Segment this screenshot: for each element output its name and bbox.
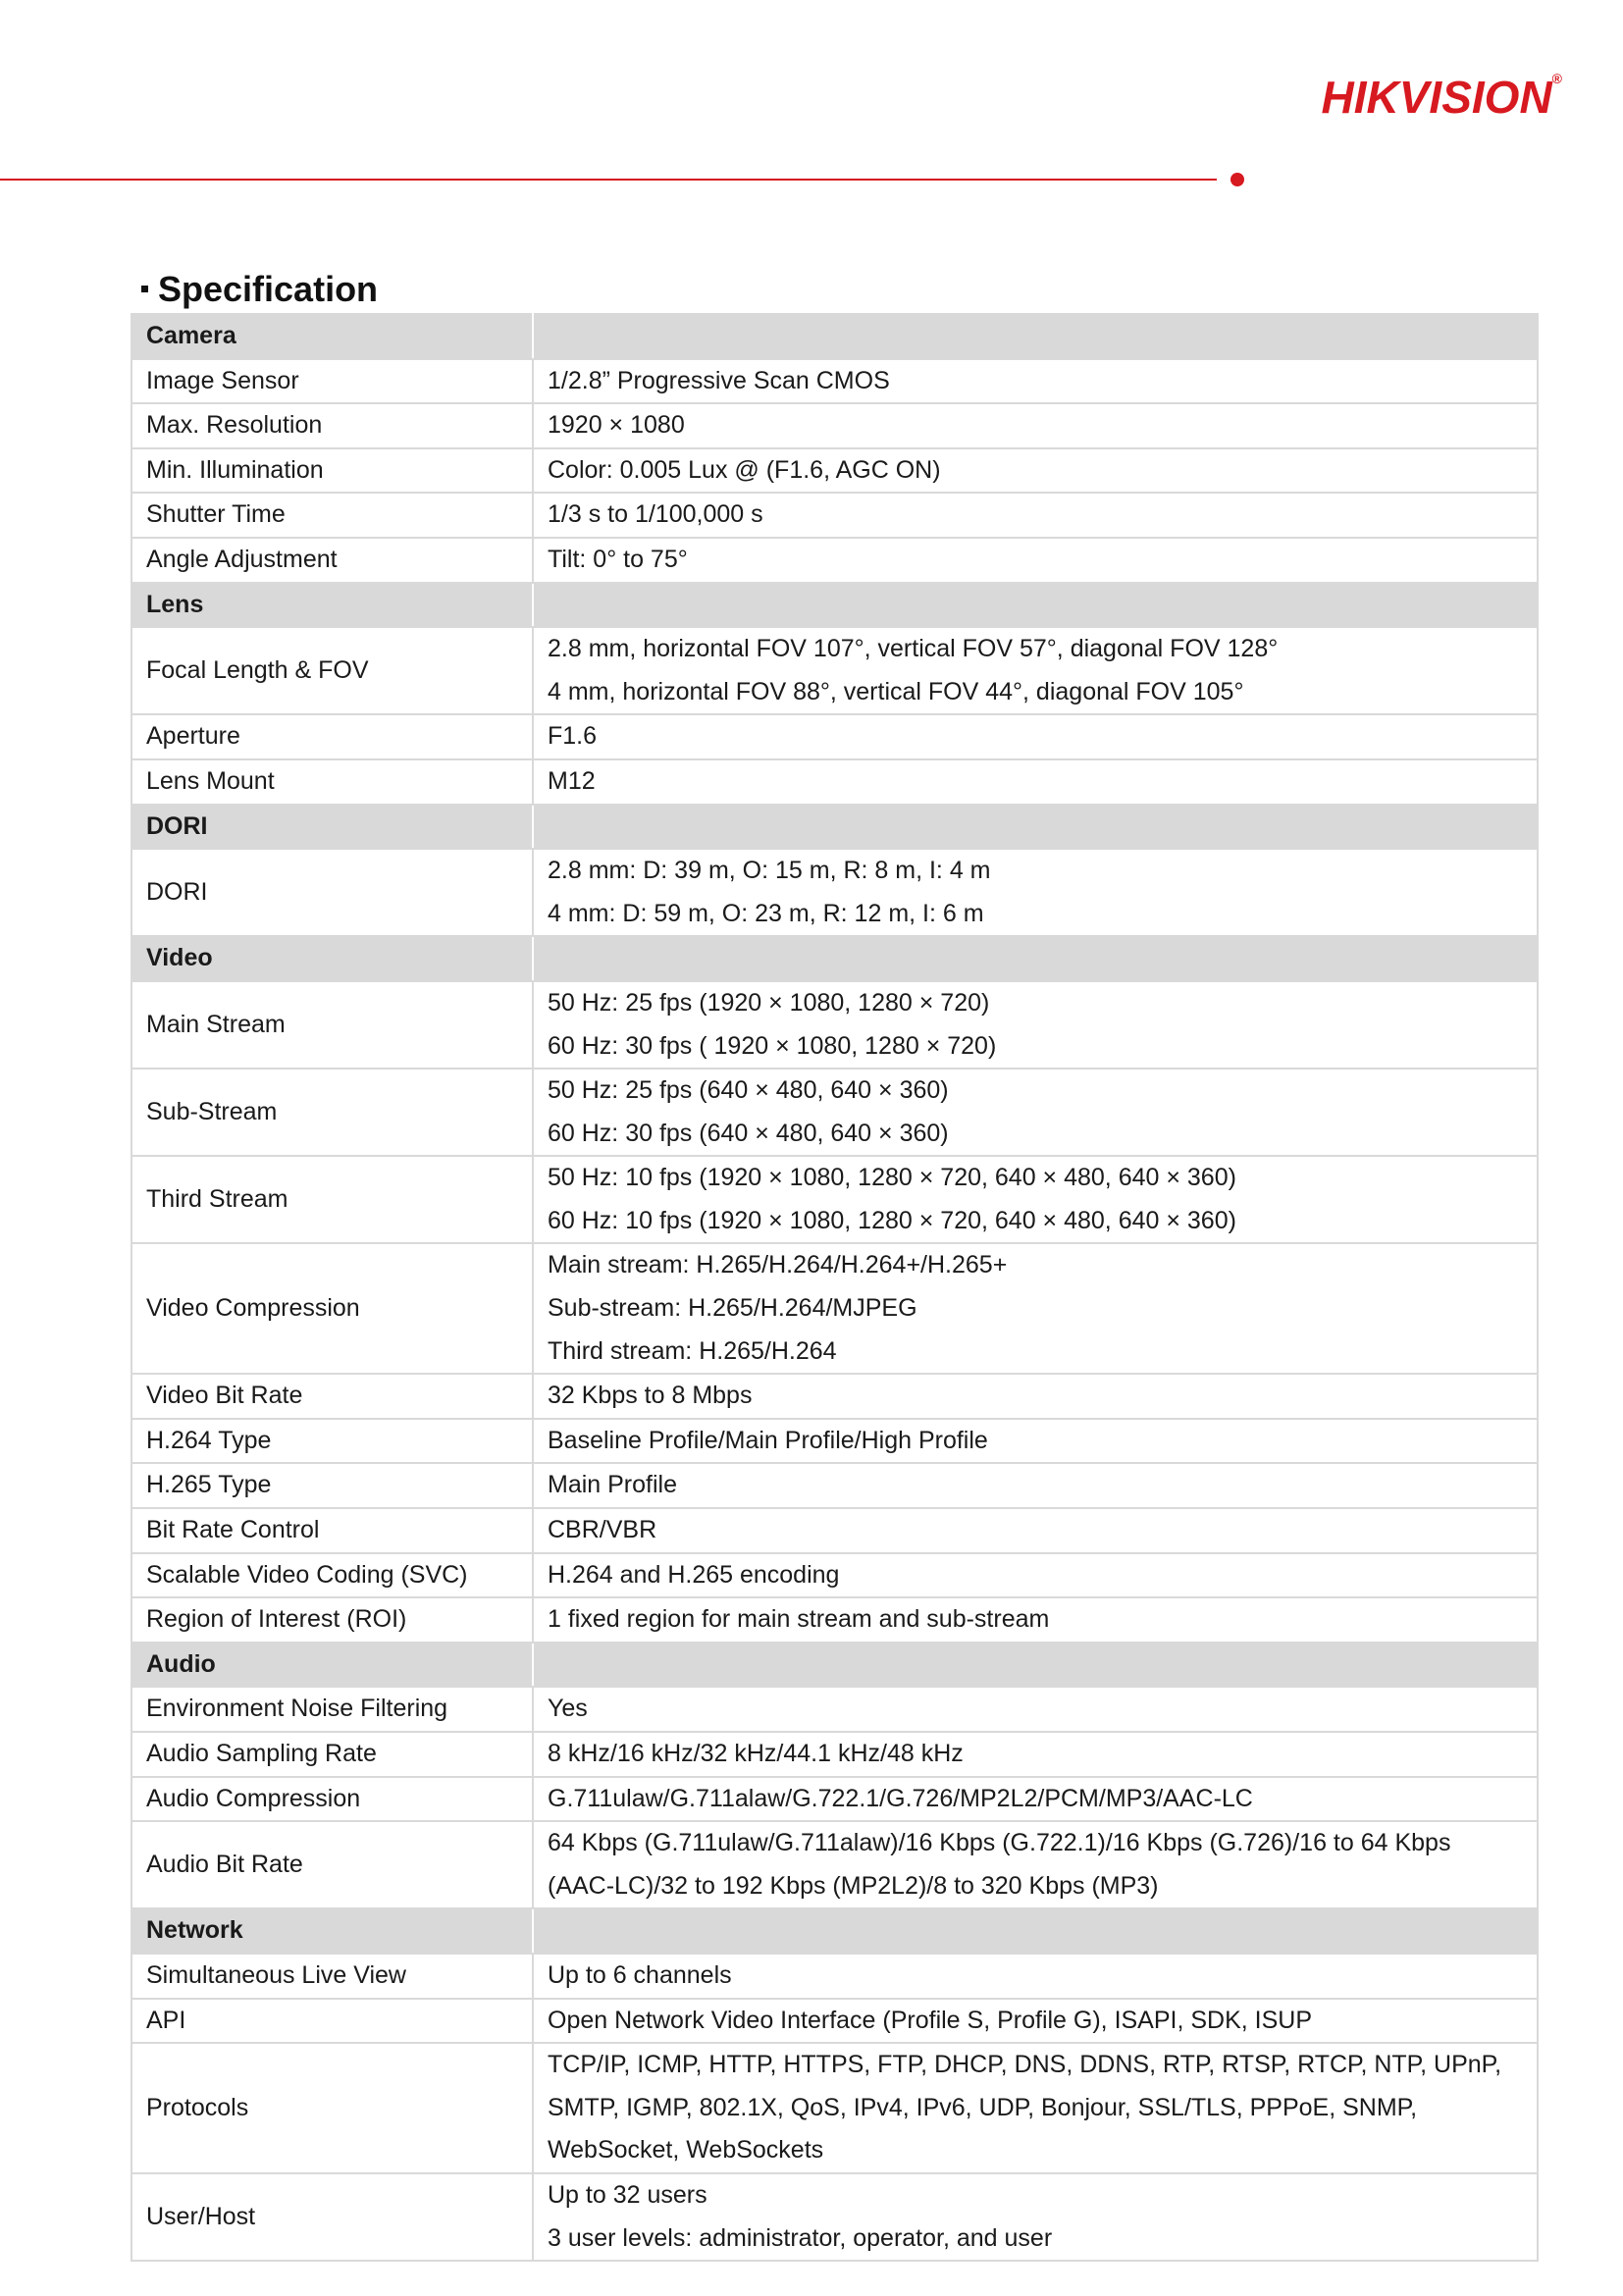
group-title: Audio <box>131 1643 533 1688</box>
group-header-fill <box>533 583 1538 628</box>
table-row <box>131 1508 1538 1553</box>
spec-value-line: Up to 6 channels <box>548 1960 732 1989</box>
spec-label: Video Compression <box>131 1243 533 1374</box>
hikvision-logo <box>1322 71 1562 124</box>
spec-value-line: CBR/VBR <box>548 1516 657 1544</box>
spec-value <box>533 1732 1538 1777</box>
spec-label: Video Bit Rate <box>131 1374 533 1419</box>
spec-value-line: 2.8 mm, horizontal FOV 107°, vertical FOV 57°, diagonal FOV 128° <box>548 635 1279 663</box>
spec-value <box>533 359 1538 404</box>
spec-value-line: SMTP, IGMP, 802.1X, QoS, IPv4, IPv6, UDP, Bonjour, SSL/TLS, PPPoE, SNMP, <box>548 2093 1418 2121</box>
table-row <box>131 493 1538 538</box>
spec-label: Sub-Stream <box>131 1069 533 1156</box>
spec-value <box>533 1156 1538 1243</box>
table-row <box>131 1553 1538 1598</box>
group-header-fill <box>533 1643 1538 1688</box>
spec-label: Third Stream <box>131 1156 533 1243</box>
bullet-icon <box>141 286 148 292</box>
spec-value <box>533 1999 1538 2044</box>
spec-value <box>533 1243 1538 1374</box>
spec-label: Shutter Time <box>131 493 533 538</box>
spec-value-line: Third stream: H.265/H.264 <box>548 1336 837 1365</box>
spec-value <box>533 2173 1538 2261</box>
spec-value <box>533 1777 1538 1822</box>
spec-label: Simultaneous Live View <box>131 1954 533 1999</box>
table-row <box>131 1156 1538 1243</box>
spec-label: Scalable Video Coding (SVC) <box>131 1553 533 1598</box>
section-title <box>141 269 378 310</box>
spec-value-line: TCP/IP, ICMP, HTTP, HTTPS, FTP, DHCP, DNS, DDNS, RTP, RTSP, RTCP, NTP, UPnP, <box>548 2051 1502 2079</box>
spec-label: Main Stream <box>131 981 533 1069</box>
table-row <box>131 2173 1538 2261</box>
table-row <box>131 403 1538 448</box>
table-row <box>131 1069 1538 1156</box>
spec-value <box>533 1687 1538 1732</box>
spec-value-line: 2.8 mm: D: 39 m, O: 15 m, R: 8 m, I: 4 m <box>548 857 991 885</box>
spec-value <box>533 1374 1538 1419</box>
spec-value-line: M12 <box>548 766 596 795</box>
header-rule <box>0 179 1217 181</box>
spec-value <box>533 448 1538 494</box>
table-row <box>131 448 1538 494</box>
table-row <box>131 1777 1538 1822</box>
spec-value-line: WebSocket, WebSockets <box>548 2136 824 2165</box>
group-header-audio <box>131 1643 1538 1688</box>
spec-value <box>533 627 1538 714</box>
spec-value-line: Yes <box>548 1695 588 1723</box>
table-row <box>131 627 1538 714</box>
spec-value <box>533 1069 1538 1156</box>
spec-value-line: 64 Kbps (G.711ulaw/G.711alaw)/16 Kbps (G.722.1)/16 Kbps (G.726)/16 to 64 Kbps <box>548 1829 1451 1857</box>
table-row <box>131 981 1538 1069</box>
group-header-fill <box>533 805 1538 850</box>
spec-value <box>533 1419 1538 1464</box>
spec-value-line: F1.6 <box>548 722 598 751</box>
spec-value <box>533 849 1538 936</box>
table-row <box>131 359 1538 404</box>
registered-mark: ® <box>1551 71 1562 86</box>
table-row <box>131 2043 1538 2173</box>
spec-value-line: 1/3 s to 1/100,000 s <box>548 500 763 529</box>
group-header-lens <box>131 583 1538 628</box>
spec-value-line: 3 user levels: administrator, operator, and user <box>548 2223 1053 2252</box>
spec-value <box>533 1463 1538 1508</box>
header-rule-dot <box>1230 173 1244 186</box>
spec-table <box>131 313 1539 2262</box>
table-row <box>131 714 1538 759</box>
spec-value-line: 1920 × 1080 <box>548 411 685 440</box>
spec-value-line: (AAC-LC)/32 to 192 Kbps (MP2L2)/8 to 320 Kbps (MP3) <box>548 1871 1159 1900</box>
table-row <box>131 1687 1538 1732</box>
group-title: Network <box>131 1908 533 1954</box>
spec-value <box>533 2043 1538 2173</box>
table-row <box>131 1821 1538 1908</box>
table-row <box>131 538 1538 583</box>
spec-value-line: 8 kHz/16 kHz/32 kHz/44.1 kHz/48 kHz <box>548 1740 964 1767</box>
spec-value <box>533 1954 1538 1999</box>
spec-value-line: H.264 and H.265 encoding <box>548 1560 840 1589</box>
spec-label: API <box>131 1999 533 2044</box>
spec-label: Audio Bit Rate <box>131 1821 533 1908</box>
group-header-fill <box>533 314 1538 359</box>
group-header-camera <box>131 314 1538 359</box>
spec-value-line: Main Profile <box>548 1471 677 1499</box>
logo-text: HIKVISION <box>1321 72 1552 123</box>
spec-value <box>533 1553 1538 1598</box>
table-row <box>131 849 1538 936</box>
spec-value <box>533 1508 1538 1553</box>
spec-value-line: 50 Hz: 25 fps (640 × 480, 640 × 360) <box>548 1076 949 1105</box>
spec-label: DORI <box>131 849 533 936</box>
spec-label: User/Host <box>131 2173 533 2261</box>
spec-value-line: 1/2.8” Progressive Scan CMOS <box>548 366 890 394</box>
spec-value-line: Tilt: 0° to 75° <box>548 545 688 573</box>
group-header-network <box>131 1908 1538 1954</box>
spec-label: Focal Length & FOV <box>131 627 533 714</box>
spec-label: Lens Mount <box>131 759 533 805</box>
group-title: Lens <box>131 583 533 628</box>
spec-label: Image Sensor <box>131 359 533 404</box>
table-row <box>131 759 1538 805</box>
spec-label: Bit Rate Control <box>131 1508 533 1553</box>
group-header-video <box>131 936 1538 981</box>
spec-label: Region of Interest (ROI) <box>131 1597 533 1643</box>
spec-value-line: Sub-stream: H.265/H.264/MJPEG <box>548 1294 917 1323</box>
table-row <box>131 1419 1538 1464</box>
spec-label: H.265 Type <box>131 1463 533 1508</box>
spec-value <box>533 1597 1538 1643</box>
spec-value <box>533 714 1538 759</box>
group-header-fill <box>533 1908 1538 1954</box>
group-title: DORI <box>131 805 533 850</box>
group-header-fill <box>533 936 1538 981</box>
spec-label: Audio Compression <box>131 1777 533 1822</box>
spec-value-line: 60 Hz: 30 fps ( 1920 × 1080, 1280 × 720) <box>548 1031 997 1060</box>
spec-value-line: 1 fixed region for main stream and sub-stream <box>548 1605 1050 1634</box>
spec-label: Environment Noise Filtering <box>131 1687 533 1732</box>
group-title: Camera <box>131 314 533 359</box>
spec-value-line: 4 mm, horizontal FOV 88°, vertical FOV 44°, diagonal FOV 105° <box>548 677 1244 705</box>
spec-value <box>533 493 1538 538</box>
table-row <box>131 1463 1538 1508</box>
spec-value-line: 50 Hz: 10 fps (1920 × 1080, 1280 × 720, 640 × 480, 640 × 360) <box>548 1164 1236 1192</box>
spec-value <box>533 981 1538 1069</box>
table-row <box>131 1374 1538 1419</box>
spec-value <box>533 759 1538 805</box>
table-row <box>131 1732 1538 1777</box>
spec-table-body <box>131 314 1538 2261</box>
spec-value-line: 32 Kbps to 8 Mbps <box>548 1382 753 1410</box>
table-row <box>131 1597 1538 1643</box>
section-title-text: Specification <box>158 269 379 309</box>
spec-label: Audio Sampling Rate <box>131 1732 533 1777</box>
group-header-dori <box>131 805 1538 850</box>
spec-value-line: 50 Hz: 25 fps (1920 × 1080, 1280 × 720) <box>548 988 990 1017</box>
spec-value-line: 4 mm: D: 59 m, O: 23 m, R: 12 m, I: 6 m <box>548 899 984 927</box>
spec-value-line: 60 Hz: 10 fps (1920 × 1080, 1280 × 720, 640 × 480, 640 × 360) <box>548 1206 1236 1234</box>
spec-value-line: 60 Hz: 30 fps (640 × 480, 640 × 360) <box>548 1119 949 1147</box>
spec-value-line: Main stream: H.265/H.264/H.264+/H.265+ <box>548 1251 1008 1279</box>
spec-value-line: Up to 32 users <box>548 2180 707 2209</box>
table-row <box>131 1243 1538 1374</box>
spec-value-line: Baseline Profile/Main Profile/High Profile <box>548 1426 988 1454</box>
spec-label: H.264 Type <box>131 1419 533 1464</box>
group-title: Video <box>131 936 533 981</box>
spec-value <box>533 538 1538 583</box>
spec-label: Protocols <box>131 2043 533 2173</box>
spec-value <box>533 403 1538 448</box>
spec-value-line: Open Network Video Interface (Profile S, Profile G), ISAPI, SDK, ISUP <box>548 2006 1313 2034</box>
spec-label: Angle Adjustment <box>131 538 533 583</box>
table-row <box>131 1954 1538 1999</box>
spec-value <box>533 1821 1538 1908</box>
spec-label: Min. Illumination <box>131 448 533 494</box>
spec-value-line: G.711ulaw/G.711alaw/G.722.1/G.726/MP2L2/PCM/MP3/AAC-LC <box>548 1784 1253 1812</box>
spec-label: Max. Resolution <box>131 403 533 448</box>
table-row <box>131 1999 1538 2044</box>
spec-value-line: Color: 0.005 Lux @ (F1.6, AGC ON) <box>548 455 941 484</box>
spec-label: Aperture <box>131 714 533 759</box>
